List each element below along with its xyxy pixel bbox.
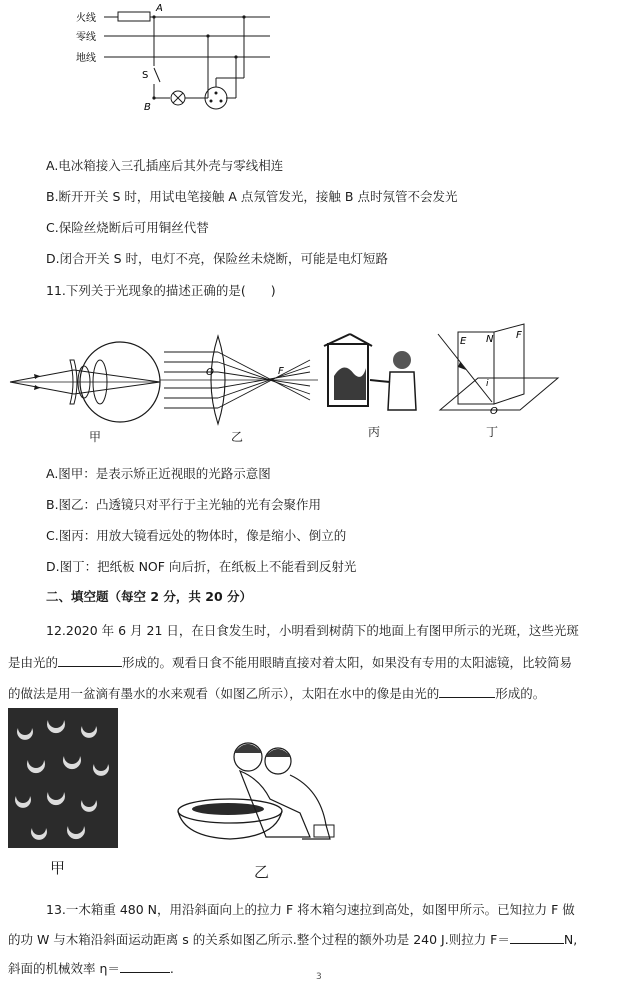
figure-yi-label: 乙 [231, 430, 244, 444]
q11-option-c: C.图丙：用放大镜看远处的物体时，像是缩小、倒立的 [46, 528, 347, 543]
q11-stem: 11.下列关于光现象的描述正确的是( ) [46, 283, 276, 298]
lens-f-label: F [278, 366, 284, 377]
section-title: 二、填空题（每空 2 分，共 20 分） [46, 589, 253, 604]
mirror-o-label: O [490, 406, 498, 415]
q12-line-3-b: 形成的。 [495, 686, 546, 701]
q13-line-3-b: . [169, 961, 174, 976]
q13-line-3 [8, 961, 174, 977]
mirror-e-label: E [460, 336, 467, 347]
figure-ding-reflection-board [428, 320, 563, 415]
figure-yi-children-basin [170, 733, 345, 848]
q13-line-2 [8, 932, 577, 948]
q12-line-2-a: 是由光的 [8, 655, 59, 670]
q12-line-2 [8, 655, 572, 671]
figure-ding-label: 丁 [486, 425, 499, 439]
q13-line-2-b: N, [563, 932, 578, 947]
point-b-label: B [144, 102, 151, 113]
figure-yi-convex-lens [160, 328, 320, 428]
mirror-n-label: N [486, 334, 494, 345]
q10-option-a: A.电冰箱接入三孔插座后其外壳与零线相连 [46, 158, 284, 173]
switch [154, 68, 160, 82]
q12-line-3-a: 的做法是用一盆滴有墨水的水来观看（如图乙所示），太阳在水中的像是由光的 [8, 686, 440, 701]
figure-jia-eye-diagram [4, 334, 164, 434]
point-a-label: A [156, 3, 163, 14]
lens-o-label: O [206, 367, 214, 378]
q12-line-2-b: 形成的。观看日食不能用眼睛直接对着太阳，如果没有专用的太阳滤镜，比较简易 [122, 655, 573, 670]
q12-line-3 [8, 686, 545, 702]
photo-jia-light-spots [8, 708, 118, 848]
circuit-diagram [70, 0, 280, 120]
q12-blank-1[interactable] [58, 666, 122, 667]
q13-blank-2[interactable] [120, 972, 170, 973]
q12-line-1: 12.2020 年 6 月 21 日，在日食发生时，小明看到树荫下的地面上有图甲所示的光斑，这些光斑 [46, 623, 579, 638]
figure-yi-label: 乙 [254, 863, 270, 881]
q11-option-b: B.图乙：凸透镜只对平行于主光轴的光有会聚作用 [46, 497, 322, 512]
q11-option-d: D.图丁：把纸板 NOF 向后折，在纸板上不能看到反射光 [46, 559, 357, 574]
switch-label: S [142, 70, 149, 81]
q10-option-d: D.闭合开关 S 时，电灯不亮，保险丝未烧断，可能是电灯短路 [46, 251, 388, 266]
q10-option-c: C.保险丝烧断后可用铜丝代替 [46, 220, 209, 235]
q10-option-b: B.断开开关 S 时，用试电笔接触 A 点氖管发光，接触 B 点时氖管不会发光 [46, 189, 458, 204]
figure-bing-label: 丙 [368, 425, 381, 439]
figure-jia-label: 甲 [89, 430, 102, 444]
page-number: 3 [316, 972, 322, 982]
q12-blank-2[interactable] [439, 697, 495, 698]
mirror-f-label: F [516, 330, 522, 341]
figure-bing-magnifier-scene [320, 330, 430, 420]
fuse [118, 12, 150, 21]
live-wire-label: 火线 [76, 13, 96, 24]
q13-blank-1[interactable] [510, 943, 564, 944]
q11-option-a: A.图甲：是表示矫正近视眼的光路示意图 [46, 466, 271, 481]
neutral-wire-label: 零线 [76, 32, 96, 43]
q13-line-2-a: 的功 W 与木箱沿斜面运动距离 s 的关系如图乙所示.整个过程的额外功是 240 J.则拉力 F＝ [8, 932, 510, 947]
photo-jia-label: 甲 [50, 859, 66, 877]
mirror-i-label: i [486, 379, 489, 389]
q13-line-1: 13.一木箱重 480 N，用沿斜面向上的拉力 F 将木箱匀速拉到高处，如图甲所示。已知拉力 F 做 [46, 902, 575, 917]
ground-wire-label: 地线 [76, 53, 96, 64]
q13-line-3-a: 斜面的机械效率 η＝ [8, 961, 120, 976]
